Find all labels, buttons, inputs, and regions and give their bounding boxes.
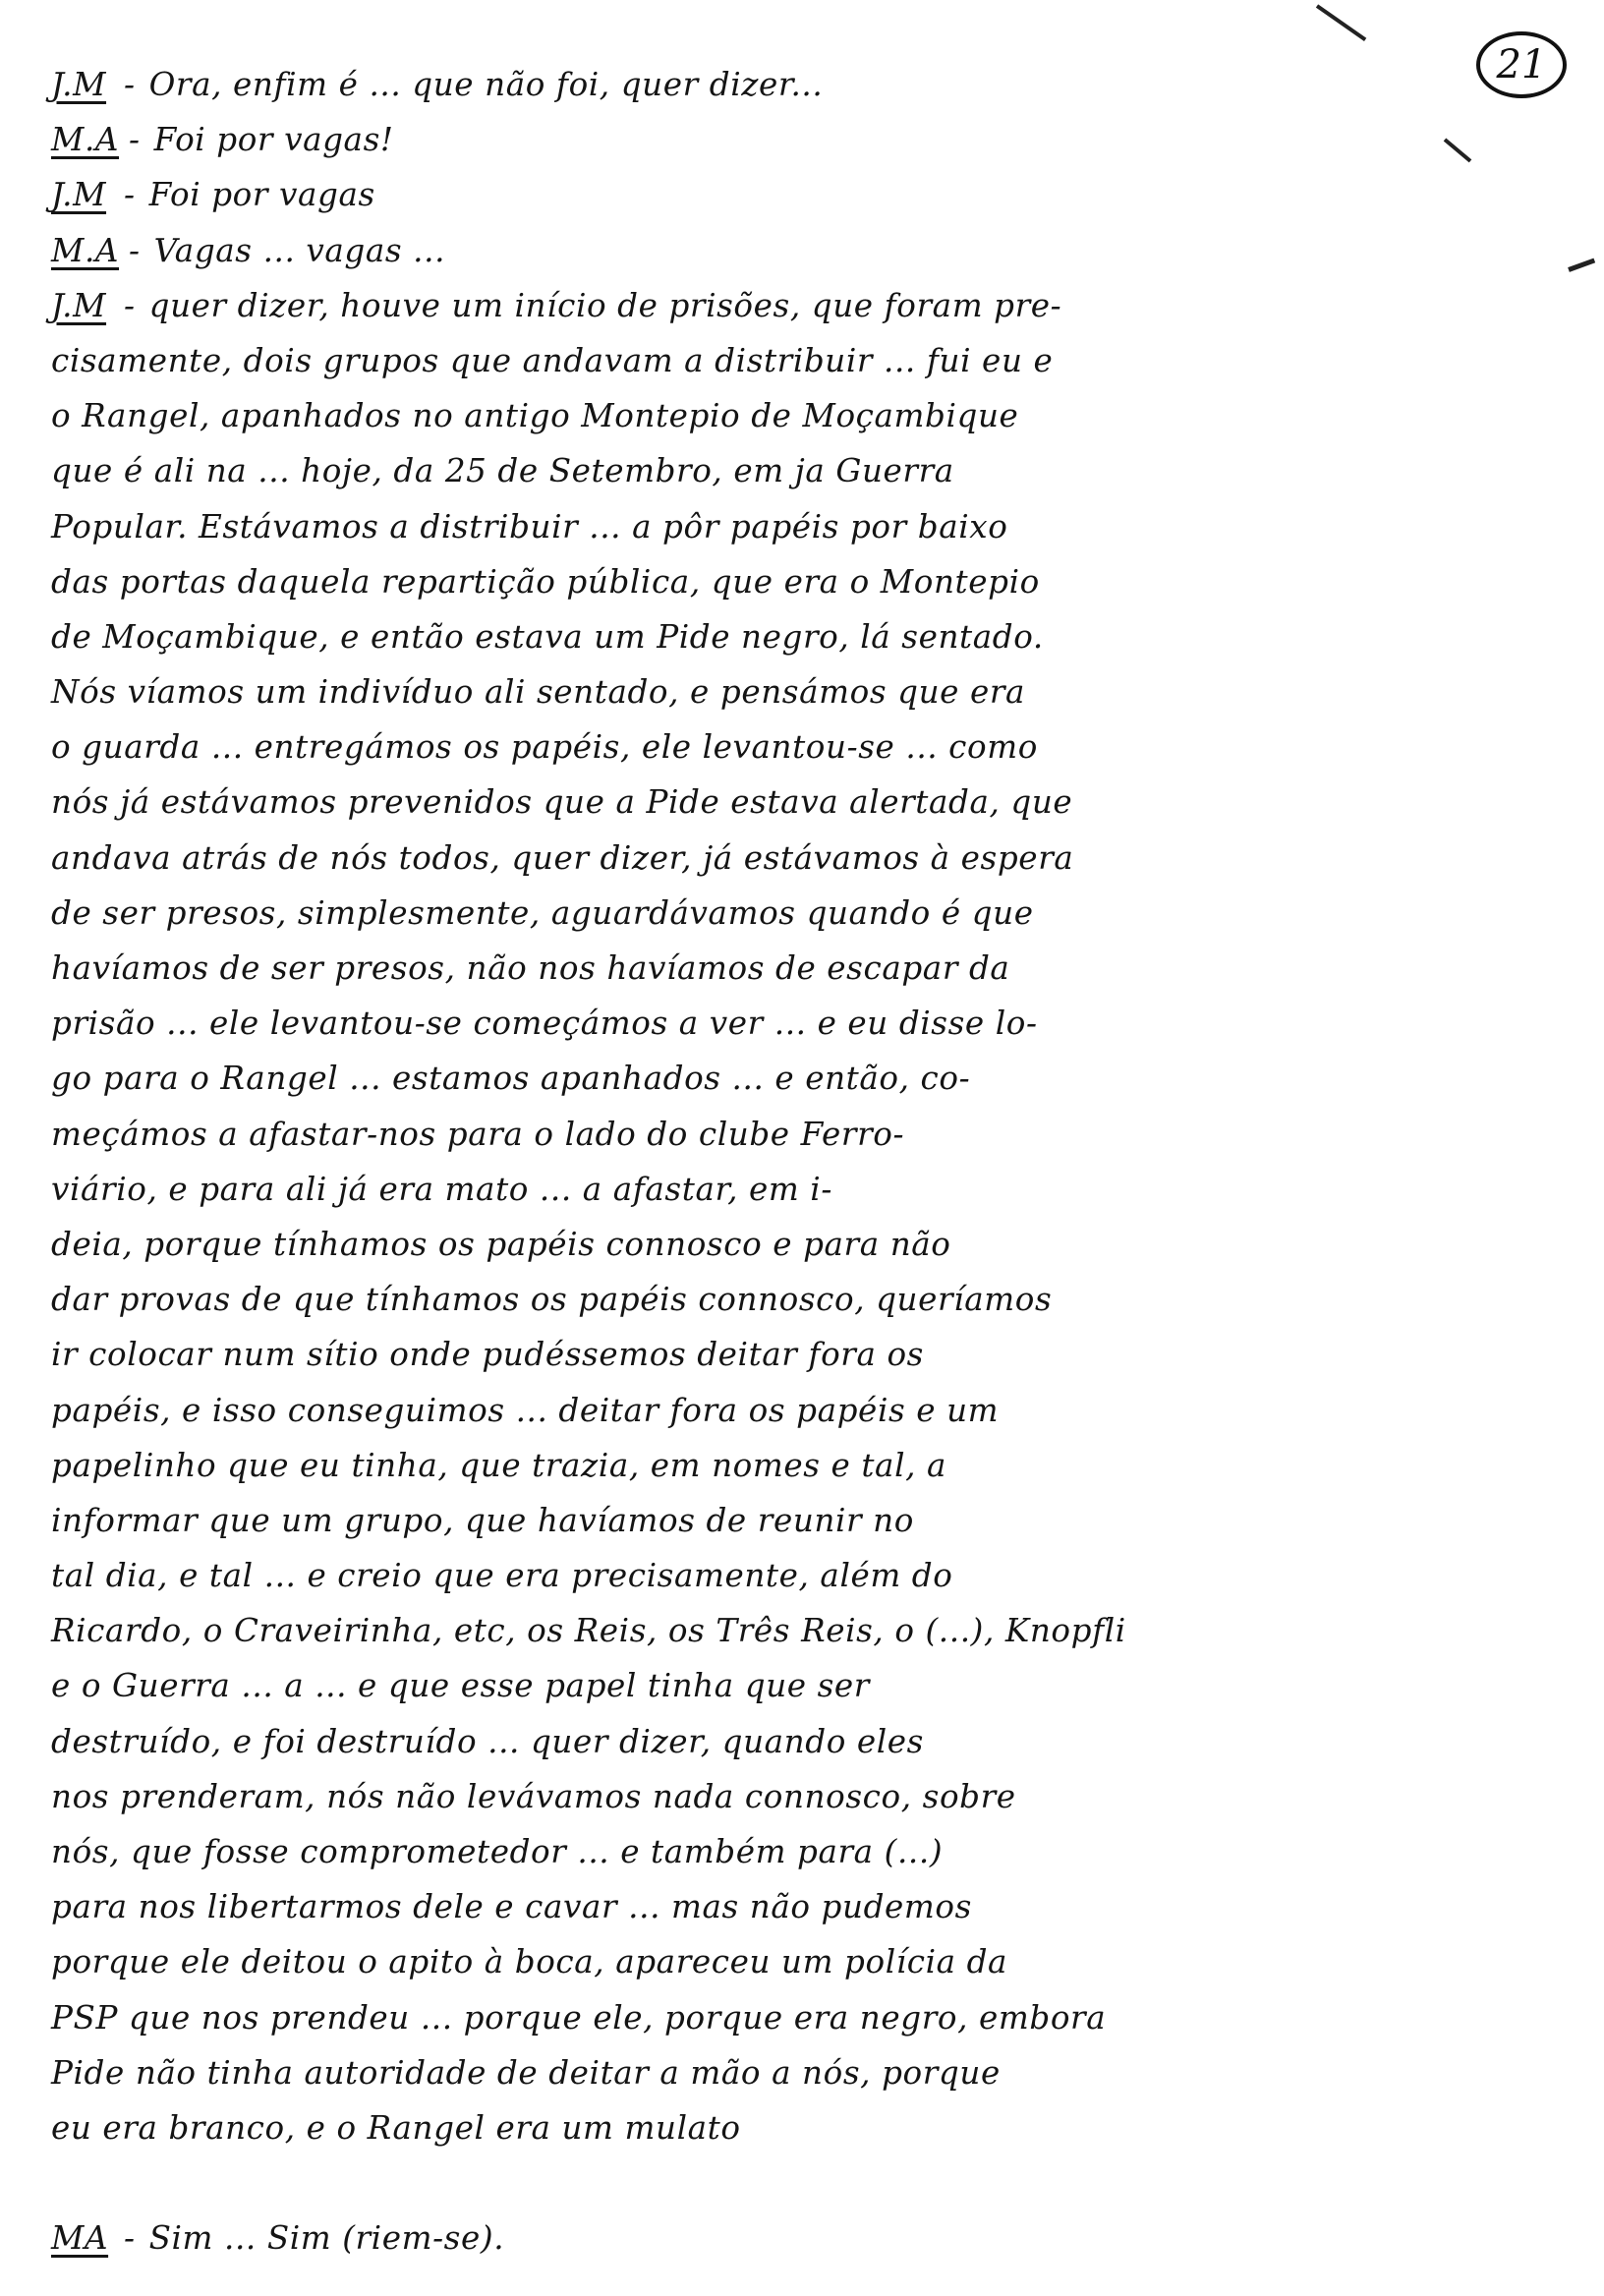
transcript-line [51,1217,1584,1272]
speaker-label: M.A [51,231,120,269]
transcript-line [51,1493,1584,1548]
transcript-line [51,941,1584,996]
transcript-line [51,1548,1584,1603]
transcript-line [51,57,1584,112]
transcript-line [51,2100,1584,2155]
transcript-line [51,664,1584,719]
line-text: e o Guerra ... a ... e que esse papel tinha que ser [51,1667,870,1705]
speaker-separator: - [124,66,136,103]
speaker-separator: - [129,231,141,269]
line-text: deia, porque tínhamos os papéis connosco e para não [51,1225,951,1263]
transcript-line [51,1051,1584,1106]
transcript-line [51,1879,1584,1934]
line-text: Pide não tinha autoridade de deitar a mão a nós, porque [51,2053,1001,2092]
speaker-label: J.M [51,176,107,214]
line-text: papelinho que eu tinha, que trazia, em nomes e tal, a [51,1446,947,1484]
speaker-separator: - [124,2219,136,2258]
transcript-line [51,831,1584,886]
speaker-label: J.M [51,286,107,324]
line-text: dar provas de que tínhamos os papéis connosco, queríamos [51,1281,1053,1319]
line-text: tal dia, e tal ... e creio que era precisamente, além do [51,1557,953,1595]
transcript-line [51,278,1584,333]
transcript-line [51,1934,1584,1989]
line-text: quer dizer, houve um início de prisões, que foram pre- [148,286,1062,324]
transcript-line [51,719,1584,775]
line-text: das portas daquela repartição pública, que era o Montepio [51,562,1040,601]
line-text: nos prenderam, nós não levávamos nada connosco, sobre [51,1777,1016,1815]
line-text: nós já estávamos prevenidos que a Pide estava alertada, que [51,783,1073,822]
line-text: de Moçambique, e então estava um Pide negro, lá sentado. [51,617,1044,656]
line-text: PSP que nos prendeu ... porque ele, porque era negro, embora [51,1998,1107,2037]
line-text: viário, e para ali já era mato ... a afastar, em i- [51,1170,832,1208]
transcript-line [51,775,1584,830]
speaker-separator: - [124,286,136,324]
line-text: meçámos a afastar-nos para o lado do clube Ferro- [51,1115,905,1153]
transcript-line [51,1824,1584,1879]
transcript-line [51,167,1584,222]
transcript-line [51,1107,1584,1162]
transcript-line [51,1162,1584,1217]
transcript-line [51,1438,1584,1493]
line-text: Foi por vagas! [153,121,394,159]
transcript-line [51,2210,1584,2266]
transcript-line [51,2155,1584,2210]
transcript-line [51,609,1584,664]
line-text: informar que um grupo, que havíamos de reunir no [51,1501,914,1539]
line-text: nós, que fosse comprometedor ... e também para (...) [51,1833,944,1870]
transcript-line [51,1714,1584,1769]
transcript-line [51,443,1584,498]
line-text: o guarda ... entregámos os papéis, ele levantou-se ... como [51,728,1038,767]
transcript-line [51,388,1584,443]
line-text: de ser presos, simplesmente, aguardávamos quando é que [51,893,1034,932]
line-text: prisão ... ele levantou-se começámos a ver ... e eu disse lo- [51,1004,1038,1043]
line-text: ir colocar num sítio onde pudéssemos deitar fora os [51,1336,924,1374]
transcript-line [51,1383,1584,1438]
line-text: Popular. Estávamos a distribuir ... a pôr papéis por baixo [51,507,1008,545]
transcript-line [51,996,1584,1051]
transcript [51,57,1584,2267]
transcript-line [51,2045,1584,2100]
transcript-line [51,1658,1584,1713]
line-text: que é ali na ... hoje, da 25 de Setembro, em ja Guerra [51,452,954,490]
line-text: eu era branco, e o Rangel era um mulato [51,2108,741,2147]
line-text: Vagas ... vagas ... [153,231,446,269]
line-text: Foi por vagas [148,176,375,214]
speaker-label: M.A [51,121,120,159]
transcript-line [51,112,1584,167]
line-text: Sim ... Sim (riem-se). [148,2219,505,2258]
line-text: cisamente, dois grupos que andavam a distribuir ... fui eu e [51,341,1054,379]
line-text: para nos libertarmos dele e cavar ... mas não pudemos [51,1888,972,1926]
transcript-line [51,1990,1584,2045]
speaker-separator: - [129,121,141,159]
transcript-line [51,1272,1584,1327]
transcript-line [51,223,1584,278]
line-text: havíamos de ser presos, não nos havíamos de escapar da [51,949,1010,987]
line-text: o Rangel, apanhados no antigo Montepio de Moçambique [51,397,1019,435]
transcript-line [51,333,1584,388]
line-text: papéis, e isso conseguimos ... deitar fora os papéis e um [51,1391,1000,1429]
speaker-label: MA [51,2219,109,2258]
line-text: andava atrás de nós todos, quer dizer, já estávamos à espera [51,838,1074,877]
line-text: Ricardo, o Craveirinha, etc, os Reis, os Três Reis, o (...), Knopfli [51,1612,1126,1650]
transcript-line [51,1769,1584,1824]
line-text: go para o Rangel ... estamos apanhados ... e então, co- [51,1060,971,1098]
page-number: 21 [1476,31,1567,98]
line-text: Ora, enfim é ... que não foi, quer dizer... [148,66,824,103]
speaker-label: J.M [51,66,107,103]
line-text: porque ele deitou o apito à boca, apareceu um polícia da [51,1943,1008,1981]
transcript-line [51,1603,1584,1658]
transcript-line [51,554,1584,609]
transcript-line [51,499,1584,554]
line-text: destruído, e foi destruído ... quer dizer, quando eles [51,1722,924,1760]
speaker-separator: - [124,176,136,214]
transcript-line [51,886,1584,941]
transcript-line [51,1327,1584,1382]
line-text: Nós víamos um indivíduo ali sentado, e pensámos que era [51,673,1026,712]
scan-mark [1316,4,1366,41]
